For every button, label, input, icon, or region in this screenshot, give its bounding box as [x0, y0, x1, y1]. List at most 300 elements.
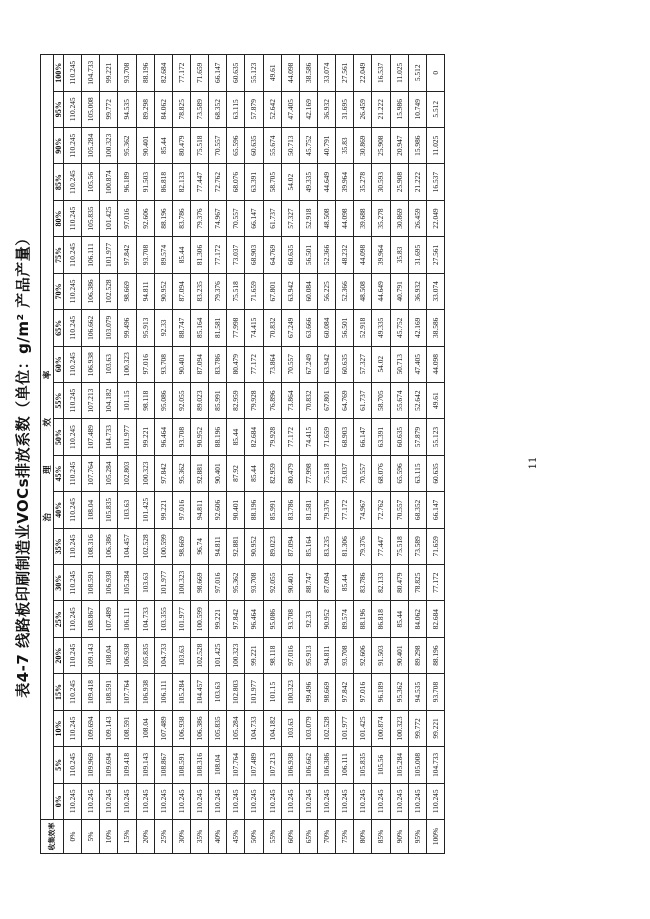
- table-cell: 48.232: [336, 237, 354, 273]
- table-cell: 108.316: [190, 747, 208, 783]
- table-cell: 88.196: [154, 200, 172, 236]
- table-cell: 95.913: [136, 310, 154, 346]
- table-cell: 48.508: [317, 200, 335, 236]
- table-cell: 52.366: [317, 237, 335, 273]
- table-cell: 101.977: [100, 237, 118, 273]
- table-cell: 97.016: [118, 200, 136, 236]
- collection-efficiency-header: 收集效率: [41, 820, 64, 854]
- table-cell: 105.835: [82, 200, 100, 236]
- table-cell: 93.708: [136, 237, 154, 273]
- table-cell: 110.245: [64, 455, 82, 491]
- table-cell: 82.959: [227, 382, 245, 418]
- column-header: 80%: [54, 200, 64, 236]
- table-cell: 101.425: [354, 710, 372, 746]
- row-label: 45%: [227, 820, 245, 854]
- table-cell: 21.222: [372, 91, 390, 127]
- table-row: [299, 55, 317, 854]
- table-cell: 88.196: [426, 637, 444, 673]
- table-cell: 110.245: [64, 382, 82, 418]
- table-cell: 83.786: [172, 200, 190, 236]
- table-cell: 109.418: [82, 674, 100, 710]
- table-cell: 106.662: [82, 310, 100, 346]
- table-cell: 49.335: [299, 164, 317, 200]
- table-cell: 16.537: [426, 164, 444, 200]
- table-cell: 88.196: [136, 55, 154, 92]
- table-cell: 45.752: [390, 310, 408, 346]
- table-cell: 106.938: [100, 565, 118, 601]
- table-cell: 75.518: [317, 455, 335, 491]
- table-row: [172, 55, 190, 854]
- table-cell: 85.44: [154, 127, 172, 163]
- table-cell: 44.098: [336, 200, 354, 236]
- column-header: 0%: [54, 783, 64, 819]
- table-cell: 15.986: [390, 91, 408, 127]
- row-label: 30%: [172, 820, 190, 854]
- table-cell: 48.508: [354, 273, 372, 309]
- table-cell: 108.591: [100, 674, 118, 710]
- table-cell: 89.023: [190, 382, 208, 418]
- table-cell: 68.903: [336, 419, 354, 455]
- table-cell: 22.049: [426, 200, 444, 236]
- table-cell: 90.401: [172, 346, 190, 382]
- table-cell: 44.649: [317, 164, 335, 200]
- table-cell: 94.811: [136, 273, 154, 309]
- table-cell: 105.284: [227, 710, 245, 746]
- table-cell: 99.221: [154, 492, 172, 528]
- table-cell: 87.094: [172, 273, 190, 309]
- table-cell: 83.786: [209, 346, 227, 382]
- table-cell: 73.589: [408, 528, 426, 564]
- table-cell: 102.528: [100, 273, 118, 309]
- table-cell: 50.713: [281, 127, 299, 163]
- table-cell: 88.747: [299, 565, 317, 601]
- table-cell: 66.147: [245, 200, 263, 236]
- table-cell: 98.669: [172, 528, 190, 564]
- row-label: 100%: [426, 820, 444, 854]
- table-cell: 110.245: [372, 783, 390, 819]
- table-cell: 64.769: [336, 382, 354, 418]
- table-cell: 31.695: [336, 91, 354, 127]
- table-cell: 50.713: [390, 346, 408, 382]
- table-cell: 79.928: [245, 382, 263, 418]
- table-cell: 60.635: [336, 346, 354, 382]
- table-cell: 73.864: [281, 382, 299, 418]
- table-cell: 89.574: [154, 237, 172, 273]
- table-cell: 26.459: [408, 200, 426, 236]
- table-cell: 56.501: [299, 237, 317, 273]
- table-cell: 95.362: [118, 127, 136, 163]
- table-cell: 5.512: [426, 91, 444, 127]
- row-label: 75%: [336, 820, 354, 854]
- table-cell: 72.762: [209, 164, 227, 200]
- table-cell: 99.772: [408, 710, 426, 746]
- table-cell: 107.489: [100, 601, 118, 637]
- table-cell: 110.245: [82, 783, 100, 819]
- table-cell: 94.535: [408, 674, 426, 710]
- table-cell: 101.977: [245, 674, 263, 710]
- table-cell: 94.811: [317, 637, 335, 673]
- table-cell: 36.932: [408, 273, 426, 309]
- table-cell: 54.02: [372, 346, 390, 382]
- table-cell: 82.684: [154, 55, 172, 92]
- table-cell: 106.111: [118, 601, 136, 637]
- table-cell: 75.518: [227, 273, 245, 309]
- table-cell: 49.61: [263, 55, 281, 92]
- table-cell: 97.842: [118, 237, 136, 273]
- table-cell: 106.111: [336, 747, 354, 783]
- table-cell: 110.245: [64, 747, 82, 783]
- table-cell: 104.733: [245, 710, 263, 746]
- table-cell: 109.969: [82, 747, 100, 783]
- table-cell: 110.245: [408, 783, 426, 819]
- table-cell: 103.63: [209, 674, 227, 710]
- table-row: [408, 55, 426, 854]
- table-cell: 60.084: [299, 273, 317, 309]
- table-cell: 103.079: [100, 310, 118, 346]
- column-header: 75%: [54, 237, 64, 273]
- table-cell: 107.213: [82, 382, 100, 418]
- table-cell: 68.076: [372, 455, 390, 491]
- table-cell: 96.189: [372, 674, 390, 710]
- table-cell: 88.747: [172, 310, 190, 346]
- table-cell: 100.323: [390, 710, 408, 746]
- table-row: [100, 55, 118, 854]
- table-cell: 102.528: [136, 528, 154, 564]
- table-cell: 63.391: [245, 164, 263, 200]
- table-cell: 108.04: [100, 637, 118, 673]
- table-cell: 105.56: [82, 164, 100, 200]
- table-cell: 26.459: [354, 91, 372, 127]
- table-cell: 85.991: [209, 382, 227, 418]
- table-cell: 106.386: [82, 273, 100, 309]
- table-cell: 77.447: [372, 528, 390, 564]
- table-cell: 104.182: [100, 382, 118, 418]
- table-cell: 100.323: [227, 637, 245, 673]
- table-cell: 106.111: [154, 674, 172, 710]
- table-cell: 70.557: [281, 346, 299, 382]
- table-cell: 105.284: [100, 455, 118, 491]
- table-cell: 101.977: [336, 710, 354, 746]
- table-cell: 101.425: [136, 492, 154, 528]
- table-cell: 56.225: [317, 273, 335, 309]
- table-cell: 67.249: [299, 346, 317, 382]
- table-cell: 82.133: [372, 565, 390, 601]
- table-cell: 93.708: [118, 55, 136, 92]
- table-cell: 109.143: [100, 710, 118, 746]
- table-cell: 52.642: [408, 382, 426, 418]
- table-cell: 92.881: [190, 455, 208, 491]
- table-cell: 106.662: [299, 747, 317, 783]
- table-cell: 39.964: [372, 237, 390, 273]
- table-cell: 70.557: [227, 200, 245, 236]
- table-cell: 92.055: [172, 382, 190, 418]
- column-header: 100%: [54, 55, 64, 92]
- table-cell: 99.496: [299, 674, 317, 710]
- table-cell: 47.405: [408, 346, 426, 382]
- table-cell: 107.489: [245, 747, 263, 783]
- table-cell: 35.278: [354, 164, 372, 200]
- column-header: 95%: [54, 91, 64, 127]
- row-label: 10%: [100, 820, 118, 854]
- column-header: 15%: [54, 674, 64, 710]
- table-cell: 38.586: [299, 55, 317, 92]
- table-cell: 85.44: [172, 237, 190, 273]
- table-caption: 表4-7 线路板印刷制造业VOCs排放系数（单位：g/m² 产品产量）: [14, 230, 32, 698]
- row-label: 40%: [209, 820, 227, 854]
- row-label: 70%: [317, 820, 335, 854]
- table-cell: 82.959: [263, 455, 281, 491]
- table-cell: 74.415: [245, 310, 263, 346]
- table-cell: 42.169: [299, 91, 317, 127]
- table-cell: 110.245: [64, 710, 82, 746]
- table-cell: 77.998: [299, 455, 317, 491]
- table-cell: 52.642: [263, 91, 281, 127]
- column-header: 50%: [54, 419, 64, 455]
- table-cell: 77.172: [209, 237, 227, 273]
- table-cell: 92.33: [299, 601, 317, 637]
- table-cell: 71.659: [245, 273, 263, 309]
- table-cell: 57.879: [245, 91, 263, 127]
- table-cell: 89.023: [263, 528, 281, 564]
- table-cell: 97.016: [281, 637, 299, 673]
- table-cell: 60.635: [426, 455, 444, 491]
- table-cell: 100.323: [100, 127, 118, 163]
- table-cell: 68.352: [408, 492, 426, 528]
- table-cell: 99.772: [100, 91, 118, 127]
- table-cell: 90.401: [227, 492, 245, 528]
- table-row: [372, 55, 390, 854]
- table-row: [426, 55, 444, 854]
- table-cell: 44.098: [281, 55, 299, 92]
- table-cell: 104.733: [136, 601, 154, 637]
- table-cell: 74.967: [209, 200, 227, 236]
- table-cell: 110.245: [64, 419, 82, 455]
- table-cell: 99.496: [118, 310, 136, 346]
- table-cell: 99.221: [209, 601, 227, 637]
- table-cell: 93.708: [245, 565, 263, 601]
- table-cell: 92.33: [154, 310, 172, 346]
- table-cell: 100.323: [281, 674, 299, 710]
- table-cell: 87.094: [317, 565, 335, 601]
- table-cell: 90.401: [136, 127, 154, 163]
- table-cell: 63.942: [317, 346, 335, 382]
- table-cell: 108.04: [209, 747, 227, 783]
- table-cell: 65.596: [390, 455, 408, 491]
- table-cell: 101.977: [154, 565, 172, 601]
- table-cell: 109.143: [136, 747, 154, 783]
- table-cell: 98.669: [190, 565, 208, 601]
- table-cell: 108.591: [82, 565, 100, 601]
- table-cell: 100.599: [190, 601, 208, 637]
- table-cell: 21.222: [408, 164, 426, 200]
- table-cell: 104.733: [100, 419, 118, 455]
- table-cell: 93.708: [172, 419, 190, 455]
- table-cell: 58.705: [263, 164, 281, 200]
- table-cell: 91.503: [136, 164, 154, 200]
- table-cell: 110.245: [172, 783, 190, 819]
- table-cell: 93.708: [426, 674, 444, 710]
- table-cell: 94.535: [118, 91, 136, 127]
- table-cell: 109.694: [100, 747, 118, 783]
- table-cell: 95.362: [227, 565, 245, 601]
- table-cell: 89.574: [336, 601, 354, 637]
- table-cell: 40.791: [390, 273, 408, 309]
- table-cell: 77.172: [281, 419, 299, 455]
- table-row: [281, 55, 299, 854]
- table-cell: 55.674: [390, 382, 408, 418]
- table-cell: 81.581: [209, 310, 227, 346]
- table-cell: 108.591: [172, 747, 190, 783]
- table-cell: 39.688: [354, 200, 372, 236]
- table-cell: 101.15: [263, 674, 281, 710]
- table-cell: 106.386: [100, 528, 118, 564]
- row-label: 0%: [64, 820, 82, 854]
- table-cell: 110.245: [354, 783, 372, 819]
- table-cell: 67.801: [317, 382, 335, 418]
- table-cell: 92.606: [136, 200, 154, 236]
- table-cell: 109.143: [82, 637, 100, 673]
- table-cell: 88.196: [354, 601, 372, 637]
- table-cell: 84.062: [154, 91, 172, 127]
- table-row: [190, 55, 208, 854]
- table-cell: 39.964: [336, 164, 354, 200]
- table-cell: 71.659: [317, 419, 335, 455]
- table-cell: 104.733: [426, 747, 444, 783]
- table-cell: 77.172: [336, 492, 354, 528]
- table-cell: 82.684: [426, 601, 444, 637]
- table-cell: 105.284: [118, 565, 136, 601]
- table-row: [263, 55, 281, 854]
- row-label: 15%: [118, 820, 136, 854]
- table-cell: 22.049: [354, 55, 372, 92]
- table-cell: 107.764: [82, 455, 100, 491]
- table-cell: 100.323: [118, 346, 136, 382]
- table-cell: 77.447: [190, 164, 208, 200]
- row-label: 85%: [372, 820, 390, 854]
- table-cell: 90.952: [154, 273, 172, 309]
- table-cell: 110.245: [281, 783, 299, 819]
- table-cell: 103.63: [281, 710, 299, 746]
- table-cell: 103.079: [299, 710, 317, 746]
- table-cell: 68.903: [245, 237, 263, 273]
- table-cell: 87.92: [227, 455, 245, 491]
- table-cell: 105.835: [136, 637, 154, 673]
- group-header-row: [41, 55, 54, 854]
- row-label: 25%: [154, 820, 172, 854]
- column-header: 40%: [54, 492, 64, 528]
- table-cell: 105.56: [372, 747, 390, 783]
- table-cell: 110.245: [263, 783, 281, 819]
- table-cell: 74.967: [354, 492, 372, 528]
- table-cell: 99.221: [426, 710, 444, 746]
- table-cell: 107.213: [263, 747, 281, 783]
- table-cell: 106.938: [118, 637, 136, 673]
- table-cell: 63.942: [281, 273, 299, 309]
- table-cell: 110.245: [64, 565, 82, 601]
- table-cell: 99.221: [100, 55, 118, 92]
- table-cell: 91.503: [372, 637, 390, 673]
- table-cell: 15.986: [408, 127, 426, 163]
- row-label: 20%: [136, 820, 154, 854]
- table-cell: 54.02: [281, 164, 299, 200]
- table-cell: 73.589: [190, 91, 208, 127]
- table-cell: 110.245: [64, 601, 82, 637]
- table-cell: 63.115: [227, 91, 245, 127]
- table-cell: 95.362: [390, 674, 408, 710]
- table-cell: 33.074: [426, 273, 444, 309]
- table-cell: 110.245: [64, 200, 82, 236]
- table-cell: 60.635: [390, 419, 408, 455]
- table-cell: 105.835: [354, 747, 372, 783]
- table-cell: 77.172: [172, 55, 190, 92]
- table-cell: 55.674: [263, 127, 281, 163]
- table-cell: 93.708: [281, 601, 299, 637]
- table-cell: 70.832: [263, 310, 281, 346]
- table-cell: 95.913: [299, 637, 317, 673]
- table-cell: 78.825: [408, 565, 426, 601]
- table-cell: 90.952: [245, 528, 263, 564]
- row-label: 60%: [281, 820, 299, 854]
- table-row: [82, 55, 100, 854]
- table-cell: 95.362: [172, 455, 190, 491]
- table-cell: 110.245: [64, 783, 82, 819]
- table-cell: 110.245: [64, 310, 82, 346]
- table-cell: 108.867: [154, 747, 172, 783]
- table-cell: 63.391: [372, 419, 390, 455]
- table-cell: 110.245: [64, 346, 82, 382]
- table-cell: 63.666: [299, 310, 317, 346]
- table-cell: 106.938: [82, 346, 100, 382]
- table-cell: 97.842: [227, 601, 245, 637]
- table-cell: 110.245: [299, 783, 317, 819]
- table-row: [354, 55, 372, 854]
- table-cell: 109.694: [82, 710, 100, 746]
- table-cell: 71.659: [426, 528, 444, 564]
- table-cell: 100.323: [136, 455, 154, 491]
- table-cell: 38.586: [426, 310, 444, 346]
- table-cell: 90.952: [190, 419, 208, 455]
- row-label: 80%: [354, 820, 372, 854]
- table-cell: 81.306: [336, 528, 354, 564]
- table-cell: 90.952: [317, 601, 335, 637]
- table-cell: 68.076: [227, 164, 245, 200]
- table-cell: 97.016: [209, 565, 227, 601]
- table-cell: 98.669: [118, 273, 136, 309]
- table-cell: 110.245: [426, 783, 444, 819]
- table-cell: 67.801: [263, 273, 281, 309]
- page-number: 11: [528, 456, 539, 470]
- table-cell: 79.376: [190, 200, 208, 236]
- table-cell: 96.464: [154, 419, 172, 455]
- table-cell: 110.245: [64, 164, 82, 200]
- table-cell: 11.025: [390, 55, 408, 92]
- table-cell: 96.74: [190, 528, 208, 564]
- table-cell: 106.938: [281, 747, 299, 783]
- table-cell: 5.512: [408, 55, 426, 92]
- table-cell: 70.557: [354, 455, 372, 491]
- row-label: 35%: [190, 820, 208, 854]
- table-cell: 40.791: [317, 127, 335, 163]
- table-cell: 104.733: [154, 637, 172, 673]
- table-cell: 110.245: [64, 674, 82, 710]
- table-cell: 73.037: [227, 237, 245, 273]
- table-cell: 66.147: [426, 492, 444, 528]
- table-cell: 99.221: [136, 419, 154, 455]
- table-cell: 11.025: [426, 127, 444, 163]
- table-cell: 110.245: [64, 273, 82, 309]
- column-header: 70%: [54, 273, 64, 309]
- table-cell: 109.418: [118, 747, 136, 783]
